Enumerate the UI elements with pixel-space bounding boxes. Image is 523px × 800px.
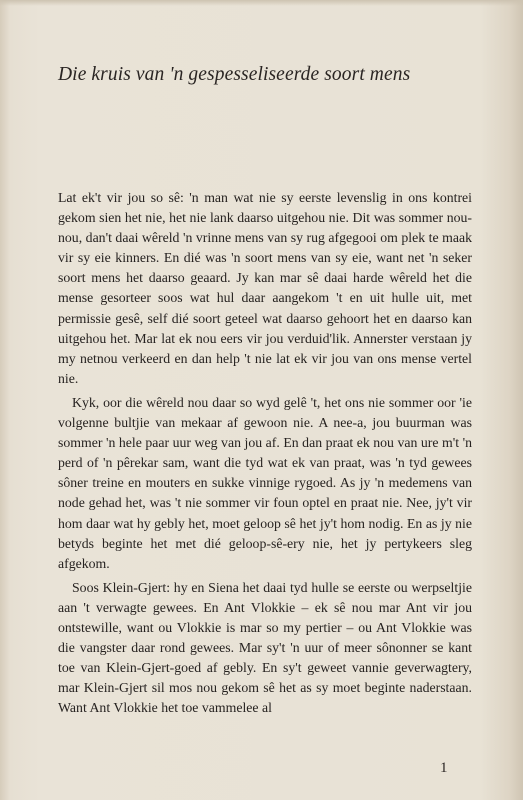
- paragraph-2: Kyk, oor die wêreld nou daar so wyd gelê 't, het ons nie sommer oor 'ie volgenne bultjie van mekaar af gewoon nie. A nee-a, jou buurman was sommer 'n hele paar uur weg van jou af. En dan praat ek nou van ure m't 'n perd of 'n pêrekar sam, want die tyd wat ek van praat, was 'n tyd gewees sôner treine en mouters en sukke vinnige rygoed. As jy 'n medemens van node gehad het, was 't nie sommer vir foun optel en praat nie. Nee, jy't vir hom daar wat hy gebly het, moet geloop sê het jy't hom nodig. En as jy nie betyds beginte het met dié geloop-sê-ery nie, het jy pertykeers sleg afgekom.: [58, 394, 472, 571]
- paragraph-1: Lat ek't vir jou so sê: 'n man wat nie sy eerste levenslig in ons kontrei gekom sien het nie, het nie lank daarso uitgehou nie. Dit was sommer nou-nou, dan't daai wêreld 'n vrinne mens van sy rug afgegooi om plek te maak vir sy eie kinners. En dié was 'n soort mens van sy eie, want net 'n seker soort mens het daarso geaard. Jy kan mar sê daai harde wêreld het die mense gesorteer soos wat hul daar aangekom 't en uit hulle uit, met permissie gesê, self dié soort geteel wat daarso gehoort het en daarso kan uitgehou het. Mar lat ek nou eers vir jou verduid'lik. Annerster verstaan jy my netnou verkeerd en dan help 't nie lat ek vir jou van ons mense vertel nie.: [58, 190, 472, 386]
- page-number: 1: [440, 760, 448, 776]
- chapter-title: Die kruis van 'n gespesseliseerde soort mens: [58, 64, 411, 85]
- paragraph-3: Soos Klein-Gjert: hy en Siena het daai tyd hulle se eerste ou werpseltjie aan 't verwagte gewees. En Ant Vlokkie – ek sê nou mar Ant vir jou ontstewille, want ou Vlokkie is mar so my pertier – ou Ant Vlokkie was die vangster daar rond gewees. Mar sy't 'n uur of meer sônonner se kant toe van Klein-Gjert-goed af gebly. En sy't geweet vannie geverwagtery, mar Klein-Gjert sil mos nou gekom sê het as sy moet beginte naderstaan. Want Ant Vlokkie het toe vammelee al: [58, 579, 472, 716]
- body-text: [58, 188, 472, 718]
- page-top-edge: [0, 0, 523, 6]
